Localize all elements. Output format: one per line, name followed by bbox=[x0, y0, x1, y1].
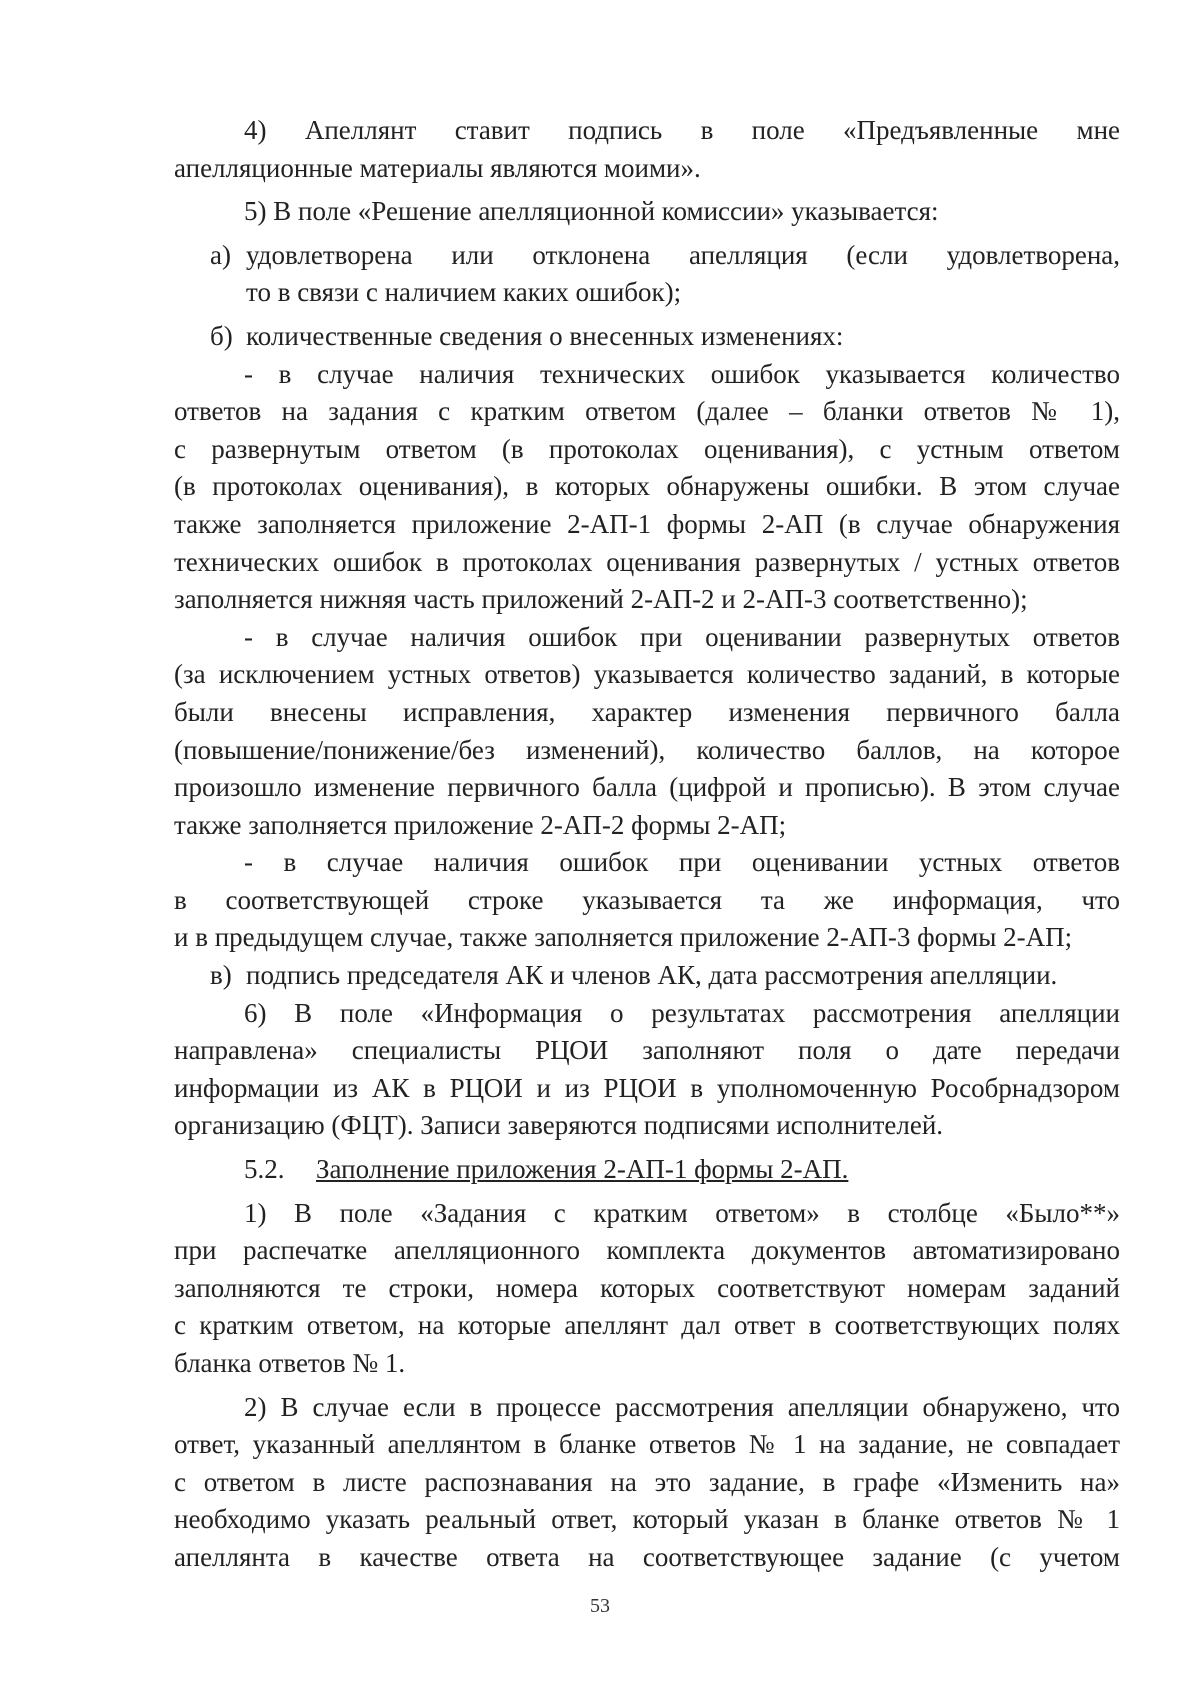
document-body bbox=[174, 112, 1120, 1577]
para2-line-3: с ответом в листе распознавания на это задание, в графе «Изменить на» bbox=[174, 1466, 1120, 1497]
list-item-v bbox=[210, 957, 1120, 995]
dash2-line-5: произошло изменение первичного балла (цифрой и прописью). В этом случае bbox=[174, 772, 1120, 803]
section-5-2-heading bbox=[174, 1151, 1120, 1189]
dash1-line-1: - в случае наличия технических ошибок указывается количество bbox=[244, 358, 1120, 389]
para1-line-1: 1) В поле «Задания с кратким ответом» в столбце «Было**» bbox=[244, 1197, 1120, 1228]
dash1-line-5: также заполняется приложение 2-АП-1 формы 2-АП (в случае обнаружения bbox=[174, 508, 1120, 539]
dash3-line-3: и в предыдущем случае, также заполняется приложение 2-АП-3 формы 2-АП; bbox=[174, 922, 1073, 953]
list-item-a-line-1: удовлетворена или отклонена апелляция (если удовлетворена, bbox=[246, 239, 1120, 270]
dash3-line-1: - в случае наличия ошибок при оценивании устных ответов bbox=[244, 847, 1120, 878]
section-number: 5.2. bbox=[244, 1154, 285, 1185]
list-item-a-line-2: то в связи с наличием каких ошибок); bbox=[246, 277, 682, 308]
item-5: 5) В поле «Решение апелляционной комиссии» указывается: bbox=[244, 196, 939, 227]
dash2-line-2: (за исключением устных ответов) указывается количество заданий, в которые bbox=[174, 659, 1120, 690]
list-item-a bbox=[210, 237, 1120, 312]
list-marker-v: в) bbox=[210, 960, 232, 991]
para2-line-4: необходимо указать реальный ответ, который указан в бланке ответов № 1 bbox=[174, 1504, 1120, 1535]
para1-line-4: с кратким ответом, на которые апеллянт дал ответ в соответствующих полях bbox=[174, 1310, 1120, 1341]
list-marker-b: б) bbox=[210, 320, 233, 351]
dash3-line-2: в соответствующей строке указывается та же информация, что bbox=[174, 884, 1120, 915]
para1-line-3: заполняются те строки, номера которых соответствуют номерам заданий bbox=[174, 1272, 1120, 1303]
list-item-b bbox=[210, 318, 1120, 356]
list-marker-a: а) bbox=[210, 239, 231, 270]
page-number: 53 bbox=[590, 1595, 610, 1617]
item-4-line-1: 4) Апеллянт ставит подпись в поле «Предъявленные мне bbox=[244, 115, 1120, 145]
para2-line-1: 2) В случае если в процессе рассмотрения апелляции обнаружено, что bbox=[244, 1391, 1120, 1422]
dash2-line-1: - в случае наличия ошибок при оценивании развернутых ответов bbox=[244, 621, 1120, 652]
dash1-line-7: заполняется нижняя часть приложений 2-АП-2 и 2-АП-3 соответственно); bbox=[174, 584, 1028, 615]
dash1-line-6: технических ошибок в протоколах оценивания развернутых / устных ответов bbox=[174, 546, 1120, 577]
para1-line-5: бланка ответов № 1. bbox=[174, 1348, 406, 1378]
section-title: Заполнение приложения 2-АП-1 формы 2-АП. bbox=[316, 1154, 849, 1185]
item6-line-4: организацию (ФЦТ). Записи заверяются подписями исполнителей. bbox=[174, 1110, 944, 1141]
dash1-line-3: с развернутым ответом (в протоколах оценивания), с устным ответом bbox=[174, 433, 1120, 464]
list-item-b-text: количественные сведения о внесенных изменениях: bbox=[246, 320, 844, 351]
item-4-line-2: апелляционные материалы являются моими». bbox=[174, 152, 701, 183]
list-item-a-text bbox=[246, 237, 1120, 312]
para2-line-2: ответ, указанный апеллянтом в бланке ответов № 1 на задание, не совпадает bbox=[174, 1429, 1120, 1460]
dash1-line-4: (в протоколах оценивания), в которых обнаружены ошибки. В этом случае bbox=[174, 471, 1120, 502]
item6-line-2: направлена» специалисты РЦОИ заполняют поля о дате передачи bbox=[174, 1035, 1120, 1066]
item6-line-1: 6) В поле «Информация о результатах рассмотрения апелляции bbox=[244, 997, 1120, 1028]
list-item-v-text: подпись председателя АК и членов АК, дата рассмотрения апелляции. bbox=[246, 960, 1058, 991]
item6-line-3: информации из АК в РЦОИ и из РЦОИ в уполномоченную Рособрнадзором bbox=[174, 1072, 1120, 1103]
dash2-line-6: также заполняется приложение 2-АП-2 формы 2-АП; bbox=[174, 809, 787, 840]
dash2-line-3: были внесены исправления, характер изменения первичного балла bbox=[174, 696, 1120, 727]
para1-line-2: при распечатке апелляционного комплекта документов автоматизировано bbox=[174, 1235, 1120, 1266]
para2-line-5: апеллянта в качестве ответа на соответствующее задание (с учетом bbox=[174, 1541, 1120, 1572]
dash1-line-2: ответов на задания с кратким ответом (далее – бланки ответов № 1), bbox=[174, 396, 1120, 427]
dash2-line-4: (повышение/понижение/без изменений), количество баллов, на которое bbox=[174, 734, 1120, 765]
